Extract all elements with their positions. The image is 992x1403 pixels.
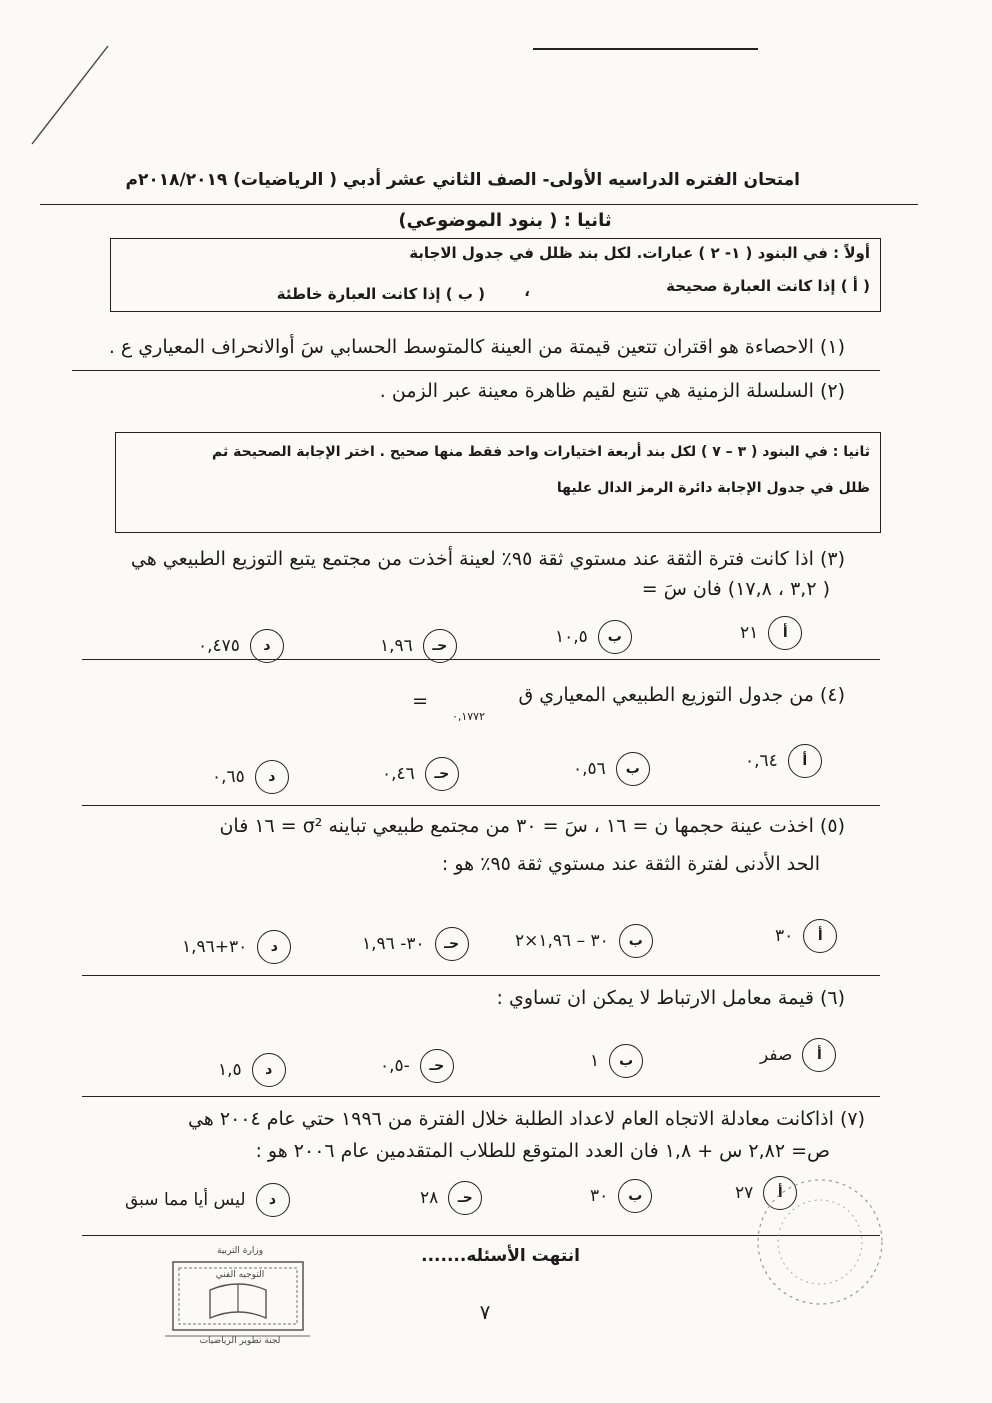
q3-option-a-circle[interactable]: أ	[768, 616, 802, 650]
q6-option-d[interactable]	[218, 1050, 286, 1090]
part2-instruction-line1: ثانيا : في البنود ( ٣ – ٧ ) لكل بند أربعة اختيارات واحد فقط منها صحيح . اختر الإجابة الصحيحة ثم	[212, 444, 870, 460]
stamp-line3: لجنة تطوير الرياضيات	[199, 1336, 281, 1346]
question-4-sub: ٠,١٧٧٢	[451, 710, 485, 723]
q6-option-a[interactable]	[760, 1035, 836, 1075]
part2-instruction-line2: ظلل في جدول الإجابة دائرة الرمز الدال عليها	[556, 480, 870, 496]
q4-option-d-text: ٠,٦٥	[212, 767, 245, 787]
stamp-emblem-icon	[155, 1240, 320, 1350]
q5-option-c-text: ٣٠- ١,٩٦	[362, 934, 425, 954]
q7-option-c-circle[interactable]: حـ	[448, 1181, 482, 1215]
q6-option-d-circle[interactable]: د	[252, 1053, 286, 1087]
question-7-line2: ص= ٢,٨٢ س + ١,٨ فان العدد المتوقع للطلاب المتقدمين عام ٢٠٠٦ هو :	[255, 1140, 830, 1162]
q7-option-b[interactable]	[590, 1176, 652, 1216]
q4-option-c-text: ٠,٤٦	[382, 764, 415, 784]
q3-option-c-circle[interactable]: حـ	[423, 629, 457, 663]
q5-option-d[interactable]	[182, 927, 291, 967]
q4-option-d-circle[interactable]: د	[255, 760, 289, 794]
q3-option-d[interactable]	[198, 626, 284, 666]
exam-title: امتحان الفتره الدراسيه الأولى- الصف الثاني عشر أدبي ( الرياضيات) ٢٠١٨/٢٠١٩م	[125, 170, 800, 190]
q4-option-b-text: ٠,٥٦	[573, 759, 606, 779]
q5-divider	[82, 975, 880, 976]
q6-option-d-text: ١,٥	[218, 1060, 242, 1080]
q5-option-b-text: ٣٠ – ١,٩٦×٢	[515, 931, 609, 951]
q7-option-c-text: ٢٨	[420, 1188, 439, 1208]
q7-option-a-text: ٢٧	[735, 1183, 754, 1203]
q4-option-c[interactable]	[382, 754, 459, 794]
q4-option-a-circle[interactable]: أ	[788, 744, 822, 778]
question-7-line1: (٧) اذاكانت معادلة الاتجاه العام لاعداد الطلبة خلال الفترة من ١٩٩٦ حتي عام ٢٠٠٤ هي	[187, 1108, 865, 1130]
q5-option-a-text: ٣٠	[775, 926, 794, 946]
q4-option-b[interactable]	[573, 749, 650, 789]
stamp-line2: التوجيه الفني	[215, 1270, 265, 1280]
q6-option-c[interactable]	[380, 1046, 454, 1086]
q5-option-d-text: ٣٠+١,٩٦	[182, 937, 248, 957]
q5-option-d-circle[interactable]: د	[257, 930, 291, 964]
q6-option-c-text: -٠,٥	[380, 1056, 410, 1076]
part1-separator: ،	[524, 282, 530, 300]
page-number: ٧	[479, 1300, 491, 1324]
question-5-line2: الحد الأدنى لفترة الثقة عند مستوي ثقة ٩٥٪ هو :	[441, 853, 820, 875]
q3-option-a-text: ٢١	[740, 623, 759, 643]
question-3-line2: ( ٣,٢ ، ١٧,٨) فان سَ =	[641, 578, 830, 600]
q6-option-b-text: ١	[590, 1051, 600, 1071]
q5-option-a[interactable]	[775, 916, 837, 956]
end-of-questions: انتهت الأسئله.......	[421, 1246, 580, 1266]
q6-option-c-circle[interactable]: حـ	[420, 1049, 454, 1083]
q5-option-c[interactable]	[362, 924, 469, 964]
round-seal	[735, 1170, 900, 1320]
q3-option-d-text: ٠,٤٧٥	[198, 636, 240, 656]
q5-option-b-circle[interactable]: ب	[619, 924, 653, 958]
q3-option-c-text: ١,٩٦	[380, 636, 413, 656]
q4-option-a-text: ٠,٦٤	[745, 751, 778, 771]
question-3-line1: (٣) اذا كانت فترة الثقة عند مستوي ثقة ٩٥٪ لعينة أخذت من مجتمع يتبع التوزيع الطبيعي هي	[130, 548, 845, 570]
q3-option-b-circle[interactable]: ب	[598, 620, 632, 654]
q6-option-a-text: صفر	[760, 1045, 793, 1065]
stamp-line1: وزارة التربية	[216, 1246, 264, 1256]
q7-option-b-text: ٣٠	[590, 1186, 609, 1206]
seal-icon	[735, 1170, 900, 1320]
q4-option-d[interactable]	[212, 757, 289, 797]
q5-option-b[interactable]	[515, 921, 653, 961]
q7-option-b-circle[interactable]: ب	[618, 1179, 652, 1213]
q7-option-a-circle[interactable]: أ	[763, 1176, 797, 1210]
q3-divider	[82, 659, 880, 660]
part1-choice-b: ( ب ) إذا كانت العبارة خاطئة	[276, 285, 485, 303]
q6-option-b-circle[interactable]: ب	[609, 1044, 643, 1078]
q5-option-c-circle[interactable]: حـ	[435, 927, 469, 961]
question-6: (٦) قيمة معامل الارتباط لا يمكن ان تساوي :	[496, 987, 845, 1009]
q6-divider	[82, 1096, 880, 1097]
q1-divider	[72, 370, 880, 371]
part1-instruction: أولاً : في البنود ( ١- ٢ ) عبارات. لكل بند ظلل في جدول الاجابة	[409, 244, 870, 262]
scan-mark	[20, 40, 120, 150]
question-5-line1: (٥) اخذت عينة حجمها ن = ١٦ ، سَ = ٣٠ من مجتمع طبيعي تباينه σ² = ١٦ فان	[219, 815, 845, 837]
q6-option-b[interactable]	[590, 1041, 643, 1081]
q3-option-b-text: ١٠,٥	[555, 627, 588, 647]
q6-option-a-circle[interactable]: أ	[802, 1038, 836, 1072]
question-1: (١) الاحصاءة هو اقتران تتعين قيمتة من العينة كالمتوسط الحسابي سَ أوالانحراف المعياري ع .	[108, 336, 845, 358]
q3-option-b[interactable]	[555, 617, 632, 657]
scan-top-line	[533, 48, 758, 50]
q3-option-c[interactable]	[380, 626, 457, 666]
q7-option-d[interactable]	[125, 1180, 290, 1220]
question-4-equals: =	[412, 690, 428, 712]
q7-option-d-text: ليس أيا مما سبق	[125, 1190, 246, 1210]
ministry-stamp	[155, 1240, 320, 1350]
q4-option-a[interactable]	[745, 741, 822, 781]
question-4: (٤) من جدول التوزيع الطبيعي المعياري ق	[518, 684, 845, 706]
q5-option-a-circle[interactable]: أ	[803, 919, 837, 953]
q7-option-c[interactable]	[420, 1178, 482, 1218]
q4-option-b-circle[interactable]: ب	[616, 752, 650, 786]
part1-choice-a: ( أ ) إذا كانت العبارة صحيحة	[666, 277, 870, 295]
q3-option-a[interactable]	[740, 613, 802, 653]
header-divider	[40, 204, 918, 205]
q4-divider	[82, 805, 880, 806]
q7-option-d-circle[interactable]: د	[256, 1183, 290, 1217]
section-title: ثانيا : ( بنود الموضوعي)	[398, 210, 612, 231]
q3-option-d-circle[interactable]: د	[250, 629, 284, 663]
question-2: (٢) السلسلة الزمنية هي تتبع لقيم ظاهرة معينة عبر الزمن .	[379, 380, 845, 402]
q4-option-c-circle[interactable]: حـ	[425, 757, 459, 791]
